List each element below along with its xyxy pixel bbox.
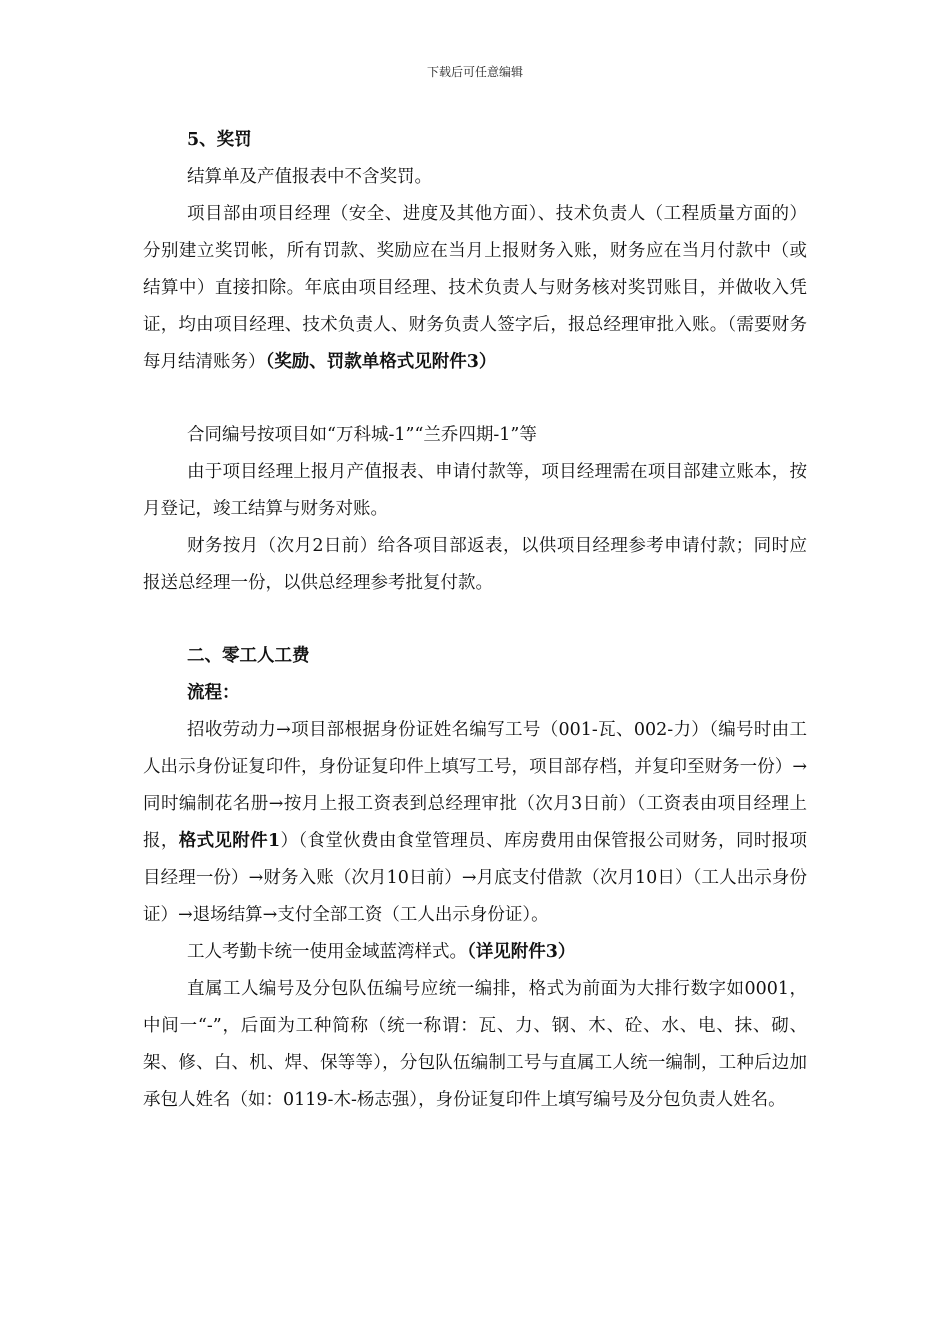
document-body (143, 122, 807, 1119)
section-5-paragraph-2-text: 项目部由项目经理（安全、进度及其他方面）、技术负责人（工程质量方面的）分别建立奖罚帐，所有罚款、奖励应在当月上报财务入账，财务应在当月付款中（或结算中）直接扣除。年底由项目经理、技术负责人与财务核对奖罚账目，并做收入凭证，均由项目经理、技术负责人、财务负责人签字后，报总经理审批入账。（需要财务每月结清账务） (143, 204, 807, 372)
flow-paragraph (143, 712, 807, 934)
section-2-title: 二、零工人工费 (187, 646, 310, 666)
flow-label: 流程： (187, 683, 240, 703)
contract-paragraph-2: 由于项目经理上报月产值报表、申请付款等，项目经理需在项目部建立账本，按月登记，竣工结算与财务对账。 (143, 462, 807, 519)
numbering-paragraph: 直属工人编号及分包队伍编号应统一编排，格式为前面为大排行数字如0001，中间一“-”，后面为工种简称（统一称谓：瓦、力、钢、木、砼、水、电、抹、砌、架、修、白、机、焊、保等等），分包队伍编制工号与直属工人统一编制，工种后边加承包人姓名（如：0119-木-杨志强），身份证复印件上填写编号及分包负责人姓名。 (143, 979, 807, 1110)
section-5-paragraph-1: 结算单及产值报表中不含奖罚。 (187, 167, 432, 187)
attendance-card-paragraph (143, 934, 807, 971)
spacer (143, 381, 807, 417)
contract-paragraph-3: 财务按月（次月2日前）给各项目部返表，以供项目经理参考申请付款；同时应报送总经理一份，以供总经理参考批复付款。 (143, 536, 807, 593)
page-header: 下载后可任意编辑 (426, 65, 523, 79)
attendance-card-attachment-note: （详见附件3） (467, 942, 576, 962)
flow-text-a: 招收劳动力→项目部根据身份证姓名编写工号（001-瓦、002-力）（编号时由工人出示身份证复印件，身份证复印件上填写工号，项目部存档，并复印至财务一份）→同时编制花名册→按月上报工资表到总经理审批（次月3日前）（工资表由项目经理上报， (143, 720, 807, 851)
attendance-card-text: 工人考勤卡统一使用金域蓝湾样式。 (187, 942, 467, 962)
section-5-attachment-note: （奖励、罚款单格式见附件3） (265, 352, 497, 372)
section-5-title: 5、奖罚 (187, 130, 252, 150)
contract-paragraph-1: 合同编号按项目如“万科城-1”“兰乔四期-1”等 (187, 425, 537, 445)
flow-text-b: ）（食堂伙费由食堂管理员、库房费用由保管报公司财务，同时报项目经理一份）→财务入账（次月10日前）→月底支付借款（次月10日）（工人出示身份证）→退场结算→支付全部工资（工人出示身份证）。 (143, 831, 808, 925)
flow-attachment-note: 格式见附件1 (178, 831, 281, 851)
section-5-paragraph-2 (143, 196, 807, 381)
spacer (143, 602, 807, 638)
